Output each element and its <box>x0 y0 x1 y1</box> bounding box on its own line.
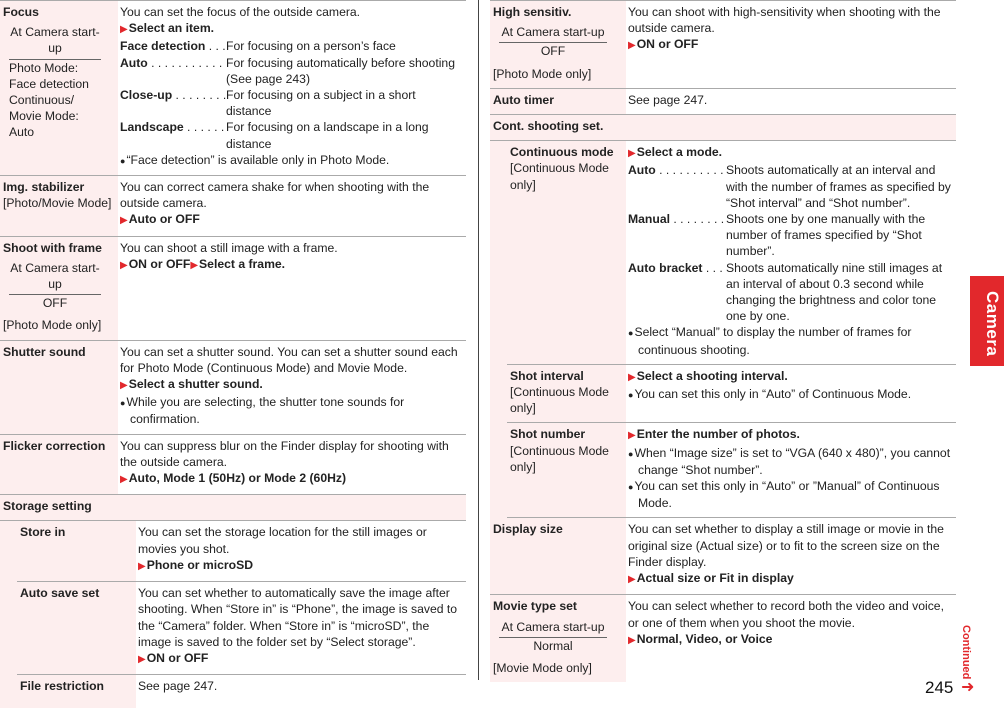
option-value: Shoots one by one manually with the number of frames specified by “Shot number”. <box>726 212 926 259</box>
arrow-icon: ▶ <box>628 574 636 586</box>
shot-number-row <box>507 423 956 518</box>
focus-table-value: Photo Mode: Face detection Continuous/ Movie Mode: Auto <box>9 60 89 140</box>
shot-interval-mode: [Continuous Mode only] <box>510 385 609 416</box>
store-in-label: Store in <box>20 525 66 540</box>
option-key: Auto bracket . . . <box>628 260 723 275</box>
shutter-label: Shutter sound <box>3 344 86 359</box>
arrow-icon: ▶ <box>120 259 128 271</box>
bullet-icon: ● <box>628 482 634 493</box>
arrow-icon: ▶ <box>190 259 199 271</box>
arrow-icon: ▶ <box>120 215 128 227</box>
frame-default-table: At Camera start-up OFF <box>10 260 100 311</box>
shutter-label-cell <box>0 341 118 434</box>
focus-label-cell <box>0 1 118 175</box>
option-value: For focusing on a landscape in a long distance <box>226 120 429 151</box>
frame-label: Shoot with frame <box>3 240 102 255</box>
auto-timer-row <box>490 89 956 115</box>
option-value: Shoots automatically nine still images at an interval of about 0.3 second while changing the brightness and color tone one by one. <box>726 260 943 324</box>
option-key: Close-up . . . . . . . . <box>120 88 227 103</box>
option-key: Face detection . . . <box>120 39 226 54</box>
option-value: For focusing automatically before shooting (See page 243) <box>226 55 455 86</box>
flicker-description: You can suppress blur on the Finder display for shooting with the outside camera. ▶Auto, Mode 1 (50Hz) or Mode 2 (60Hz) <box>120 438 449 486</box>
bullet-icon: ● <box>628 328 634 339</box>
option-key: Auto . . . . . . . . . . . <box>120 55 223 70</box>
frame-mode: [Photo Mode only] <box>3 318 102 333</box>
option-value: For focusing on a subject in a short distance <box>226 88 416 119</box>
auto-timer-label-cell <box>490 89 626 114</box>
high-sens-mode: [Photo Mode only] <box>493 66 592 81</box>
display-size-label: Display size <box>493 522 563 537</box>
high-sens-default-table: At Camera start-up OFF <box>499 24 607 61</box>
flicker-label-cell <box>0 435 118 495</box>
movie-type-description: You can select whether to record both the video and voice, or one of them when you shoot the movie. ▶Normal, Video, or Voice <box>628 599 944 646</box>
stabilizer-label-cell <box>0 176 118 236</box>
cont-mode-description: ▶Select a mode. Auto . . . . . . . . . . Shoots automatically at an interval and with the number of frames as specified by “Shot interval” and “Shot number”. Manual . . . . . . . . Shoots one by one manually with the number of frames specified by “Shot number”. Auto bracket . . . Shoots automatically nine still images at an interval of about 0.3 second while changing the brightness and color tone one by one. ●Select “Manual” to display the number of frames for continuous shooting. <box>626 141 956 364</box>
arrow-icon: ▶ <box>138 653 146 665</box>
file-restriction-row <box>17 675 466 708</box>
flicker-row <box>0 435 466 496</box>
auto-save-row <box>17 582 466 675</box>
column-divider <box>478 0 479 680</box>
shot-interval-label-cell <box>507 365 626 423</box>
option-key: Landscape . . . . . . <box>120 120 225 135</box>
auto-timer-label: Auto timer <box>493 92 554 107</box>
option-key: Manual . . . . . . . . <box>628 212 725 227</box>
stabilizer-label: Img. stabilizer <box>3 180 85 195</box>
high-sens-row <box>490 0 956 89</box>
auto-timer-description: See page 247. <box>628 92 708 107</box>
cont-mode-mode: [Continuous Mode only] <box>510 161 609 192</box>
movie-type-label-cell <box>490 595 626 682</box>
page-number: 245 <box>925 678 954 697</box>
focus-intro: You can set the focus of the outside camera. <box>120 5 361 19</box>
bullet-icon: ● <box>120 155 126 166</box>
storage-section-header: Storage setting <box>0 495 466 521</box>
left-column <box>0 0 466 708</box>
cont-mode-label: Continuous mode <box>510 145 614 160</box>
storage-subgroup <box>0 521 466 708</box>
auto-save-description: You can set whether to automatically save the image after shooting. When “Store in” is “Phone”, the image is saved to the “Camera” folder. When “Store in” is “microSD”, the image is saved to the folder set by “Select storage”. ▶ON or OFF <box>138 586 458 665</box>
cont-mode-row <box>507 141 956 365</box>
flicker-label: Flicker correction <box>3 438 106 453</box>
file-restriction-description: See page 247. <box>138 679 218 694</box>
arrow-icon: ▶ <box>628 148 636 160</box>
shot-number-description: ▶Enter the number of photos. ●When “Image size” is set to “VGA (640 x 480)”, you cannot change “Shot number”. ●You can set this only in “Auto” or ”Manual” of Continuous Mode. <box>628 427 951 511</box>
stabilizer-mode: [Photo/Movie Mode] <box>3 196 112 211</box>
cont-section-header: Cont. shooting set. <box>490 115 956 141</box>
movie-type-default-table: At Camera start-up Normal <box>499 619 607 656</box>
auto-save-label: Auto save set <box>20 586 100 601</box>
continued-arrow-icon: ➜ <box>961 679 975 696</box>
stabilizer-row <box>0 176 466 237</box>
shutter-row <box>0 341 466 435</box>
cont-mode-options <box>628 162 954 324</box>
arrow-icon: ▶ <box>120 24 128 36</box>
arrow-icon: ▶ <box>628 371 636 383</box>
stabilizer-description: You can correct camera shake for when shooting with the outside camera. ▶Auto or OFF <box>120 180 430 227</box>
high-sens-label: High sensitiv. <box>493 5 572 19</box>
cont-subgroup <box>490 141 956 518</box>
movie-type-row <box>490 595 956 682</box>
bullet-icon: ● <box>628 390 634 401</box>
option-key: Auto . . . . . . . . . . <box>628 163 724 178</box>
focus-table-header: At Camera start-up <box>9 24 101 59</box>
shot-number-label: Shot number <box>510 427 586 442</box>
file-restriction-label: File restriction <box>20 679 104 694</box>
option-value: For focusing on a person’s face <box>226 39 396 54</box>
right-column <box>490 0 956 682</box>
store-in-label-cell <box>17 521 136 581</box>
arrow-icon: ▶ <box>628 634 636 646</box>
bullet-icon: ● <box>628 448 634 459</box>
store-in-description: You can set the storage location for the still images or movies you shot. ▶Phone or microSD <box>138 525 427 572</box>
display-size-row <box>490 518 956 595</box>
focus-label: Focus <box>3 5 39 19</box>
chapter-tab-label: Camera <box>983 291 1002 357</box>
file-restriction-label-cell <box>17 675 136 708</box>
arrow-icon: ▶ <box>120 380 128 392</box>
frame-label-cell <box>0 237 118 340</box>
indent-bar <box>490 141 507 518</box>
movie-type-mode: [Movie Mode only] <box>493 660 592 675</box>
arrow-icon: ▶ <box>628 430 636 442</box>
focus-options <box>120 38 464 151</box>
focus-description <box>118 1 466 175</box>
display-size-label-cell <box>490 518 626 594</box>
focus-default-table <box>9 24 101 142</box>
shutter-description: You can set a shutter sound. You can set a shutter sound each for Photo Mode (Continuous Mode) and Movie Mode. ▶Select a shutter sound. ●While you are selecting, the shutter tone sounds for confirmation. <box>120 344 458 427</box>
shot-interval-description: ▶Select a shooting interval. ●You can set this only in “Auto” of Continuous Mode. <box>628 368 912 402</box>
high-sens-description: You can shoot with high-sensitivity when shooting with the outside camera. ▶ON or OFF <box>628 5 941 52</box>
display-size-description: You can set whether to display a still image or movie in the original size (Actual size) or to fit to the screen size on the Finder display. ▶Actual size or Fit in display <box>628 522 944 586</box>
shot-interval-row <box>507 365 956 424</box>
shot-number-mode: [Continuous Mode only] <box>510 443 609 474</box>
cont-mode-label-cell <box>507 141 626 364</box>
focus-action: ▶Select an item. <box>120 21 215 36</box>
bullet-icon: ● <box>120 398 126 409</box>
movie-type-label: Movie type set <box>493 599 577 614</box>
frame-row <box>0 237 466 341</box>
frame-description: You can shoot a still image with a frame. ▶ON or OFF▶Select a frame. <box>120 240 338 271</box>
shot-number-label-cell <box>507 423 626 517</box>
high-sens-label-cell <box>490 1 626 88</box>
option-value: Shoots automatically at an interval and with the number of frames as specified by “Shot interval” and “Shot number”. <box>726 163 951 210</box>
auto-save-label-cell <box>17 582 136 674</box>
continued-label: Continued <box>960 625 973 680</box>
shot-interval-label: Shot interval <box>510 368 584 383</box>
arrow-icon: ▶ <box>628 40 636 52</box>
arrow-icon: ▶ <box>120 474 128 486</box>
focus-row <box>0 0 466 176</box>
arrow-icon: ▶ <box>138 560 146 572</box>
indent-bar <box>0 521 17 708</box>
store-in-row <box>17 521 466 582</box>
focus-note: ●“Face detection” is available only in Photo Mode. <box>120 152 390 167</box>
